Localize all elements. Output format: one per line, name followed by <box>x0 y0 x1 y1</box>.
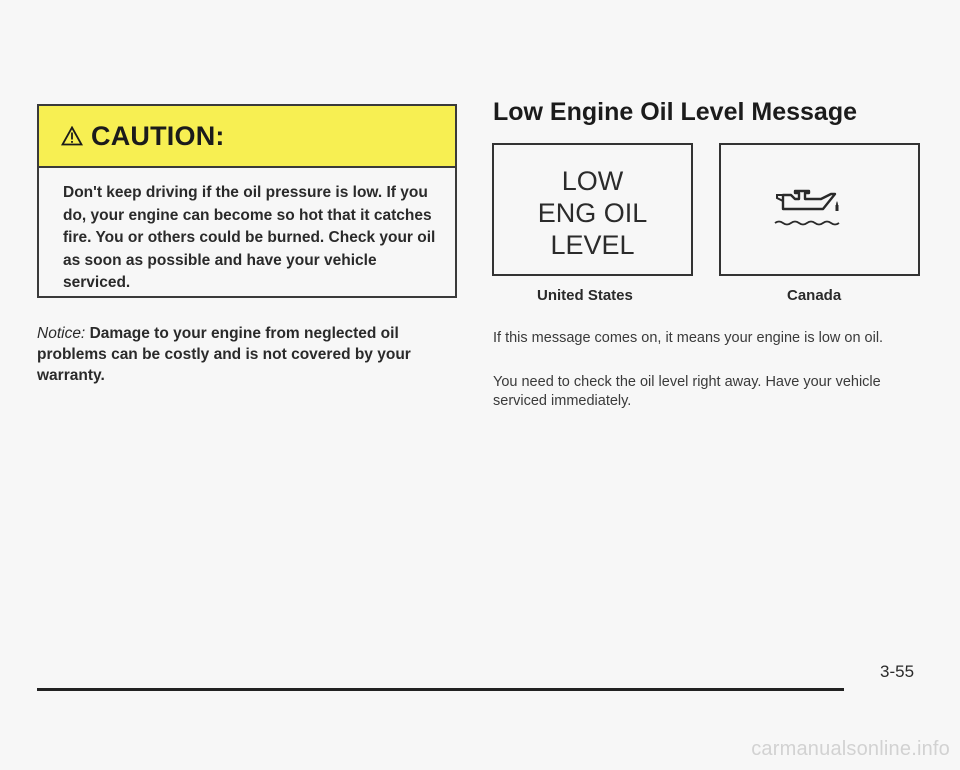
notice-paragraph <box>37 323 467 386</box>
canada-display-panel <box>719 143 920 276</box>
watermark: carmanualsonline.info <box>751 738 950 760</box>
display-line: ENG OIL <box>537 198 648 228</box>
us-display-panel <box>492 143 693 276</box>
section-title: Low Engine Oil Level Message <box>493 98 857 126</box>
display-line: LEVEL <box>550 230 635 260</box>
caution-title: CAUTION: <box>91 120 225 151</box>
caution-header <box>39 106 455 168</box>
notice-label: Notice: <box>37 325 86 342</box>
footer-rule <box>37 688 844 691</box>
display-line: LOW <box>561 166 624 196</box>
warning-triangle-icon <box>61 126 83 146</box>
caution-text: Don't keep driving if the oil pressure is low. If you do, your engine can become so hot that it catches fire. You or others could be burned. Check your oil as soon as possible and have your vehicle serviced. <box>63 184 436 291</box>
us-caption: United States <box>537 287 633 304</box>
action-paragraph: You need to check the oil level right away. Have your vehicle serviced immediately. <box>493 374 881 409</box>
notice-text: Damage to your engine from neglected oil problems can be costly and is not covered by your warranty. <box>37 325 411 384</box>
message-paragraph: If this message comes on, it means your engine is low on oil. <box>493 330 884 346</box>
oil-can-level-icon <box>769 185 869 235</box>
page-number: 3-55 <box>880 662 915 681</box>
us-display-text <box>494 145 691 261</box>
caution-box <box>37 104 457 298</box>
canada-caption: Canada <box>787 287 842 304</box>
